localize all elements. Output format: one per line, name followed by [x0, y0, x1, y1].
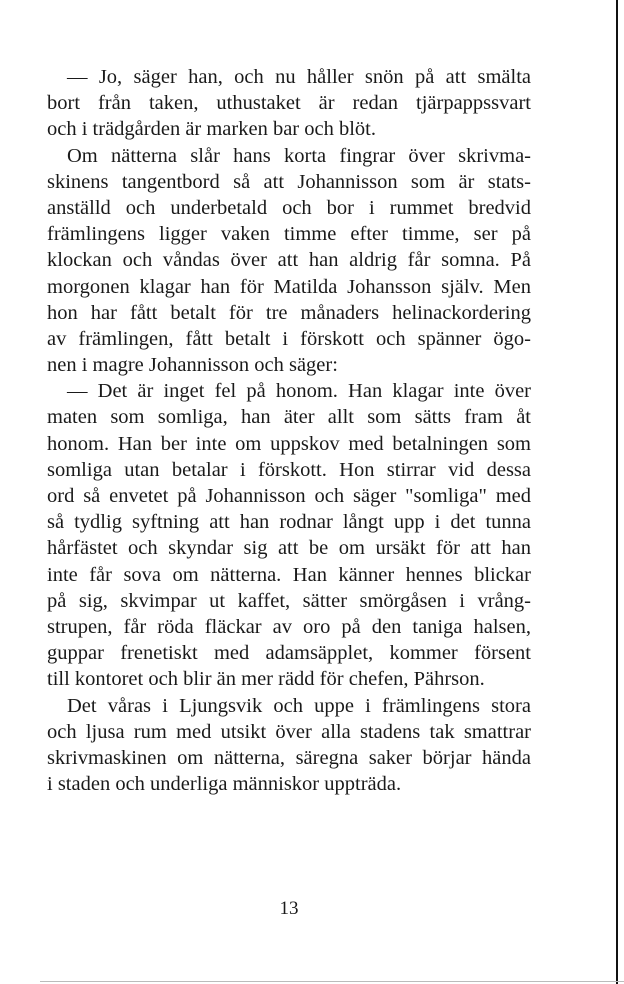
text-line: och i trädgården är marken bar och blöt.: [47, 118, 377, 141]
text-line: och ljusa rum med utsikt över alla stadens tak smattrar: [47, 720, 531, 743]
text-line: så tydlig syftning att han rodnar långt upp i det tunna: [47, 511, 531, 534]
page-edge-right: [616, 0, 618, 984]
paragraph-4: [47, 693, 531, 798]
text-line: på sig, skvimpar ut kaffet, sätter smörgåsen i vrång-: [47, 589, 531, 612]
text-line: honom. Han ber inte om uppskov med betalningen som: [47, 432, 531, 455]
text-line: i staden och underliga människor uppträda.: [47, 773, 402, 796]
text-line: inte får sova om nätterna. Han känner hennes blickar: [47, 563, 531, 586]
body-text: [47, 64, 531, 797]
text-line: — Det är inget fel på honom. Han klagar inte över: [67, 380, 531, 403]
paragraph-3: [47, 378, 531, 692]
page-number: 13: [279, 898, 299, 919]
text-line: — Jo, säger han, och nu håller snön på att smälta: [67, 66, 531, 88]
text-line: till kontoret och blir än mer rädd för chefen, Pährson.: [47, 668, 485, 691]
text-line: bort från taken, uthustaket är redan tjärpappssvart: [47, 92, 531, 115]
text-line: skrivmaskinen om nätterna, säregna saker börjar hända: [47, 746, 531, 769]
text-line: maten som somliga, han äter allt som sätts fram åt: [47, 406, 531, 429]
text-line: anställd och underbetald och bor i rummet bredvid: [47, 196, 531, 219]
paragraph-1: [47, 64, 531, 143]
text-line: hårfästet och skyndar sig att be om ursäkt för att han: [47, 537, 531, 560]
text-line: ord så envetet på Johannisson och säger "somliga" med: [47, 485, 531, 507]
text-line: skinens tangentbord så att Johannisson som är stats-: [47, 170, 531, 193]
text-line: somliga utan betalar i förskott. Hon stirrar vid dessa: [47, 458, 531, 481]
text-line: morgonen klagar han för Matilda Johansson själv. Men: [47, 275, 531, 298]
text-line: främlingens ligger vaken timme efter timme, ser på: [47, 223, 531, 246]
text-line: hon har fått betalt för tre månaders helinackordering: [47, 301, 531, 324]
text-line: guppar frenetiskt med adamsäpplet, kommer försent: [47, 642, 531, 665]
text-line: klockan och våndas över att han aldrig får somna. På: [47, 249, 531, 272]
text-line: Det våras i Ljungsvik och uppe i främlingens stora: [67, 694, 531, 717]
text-line: strupen, får röda fläckar av oro på den taniga halsen,: [47, 615, 531, 638]
text-line: nen i magre Johannisson och säger:: [47, 354, 338, 377]
page-edge-bottom: [40, 981, 624, 982]
paragraph-2: [47, 143, 531, 379]
text-line: av främlingen, fått betalt i förskott och spänner ögo-: [47, 327, 531, 350]
text-line: Om nätterna slår hans korta fingrar över skrivma-: [67, 144, 531, 167]
